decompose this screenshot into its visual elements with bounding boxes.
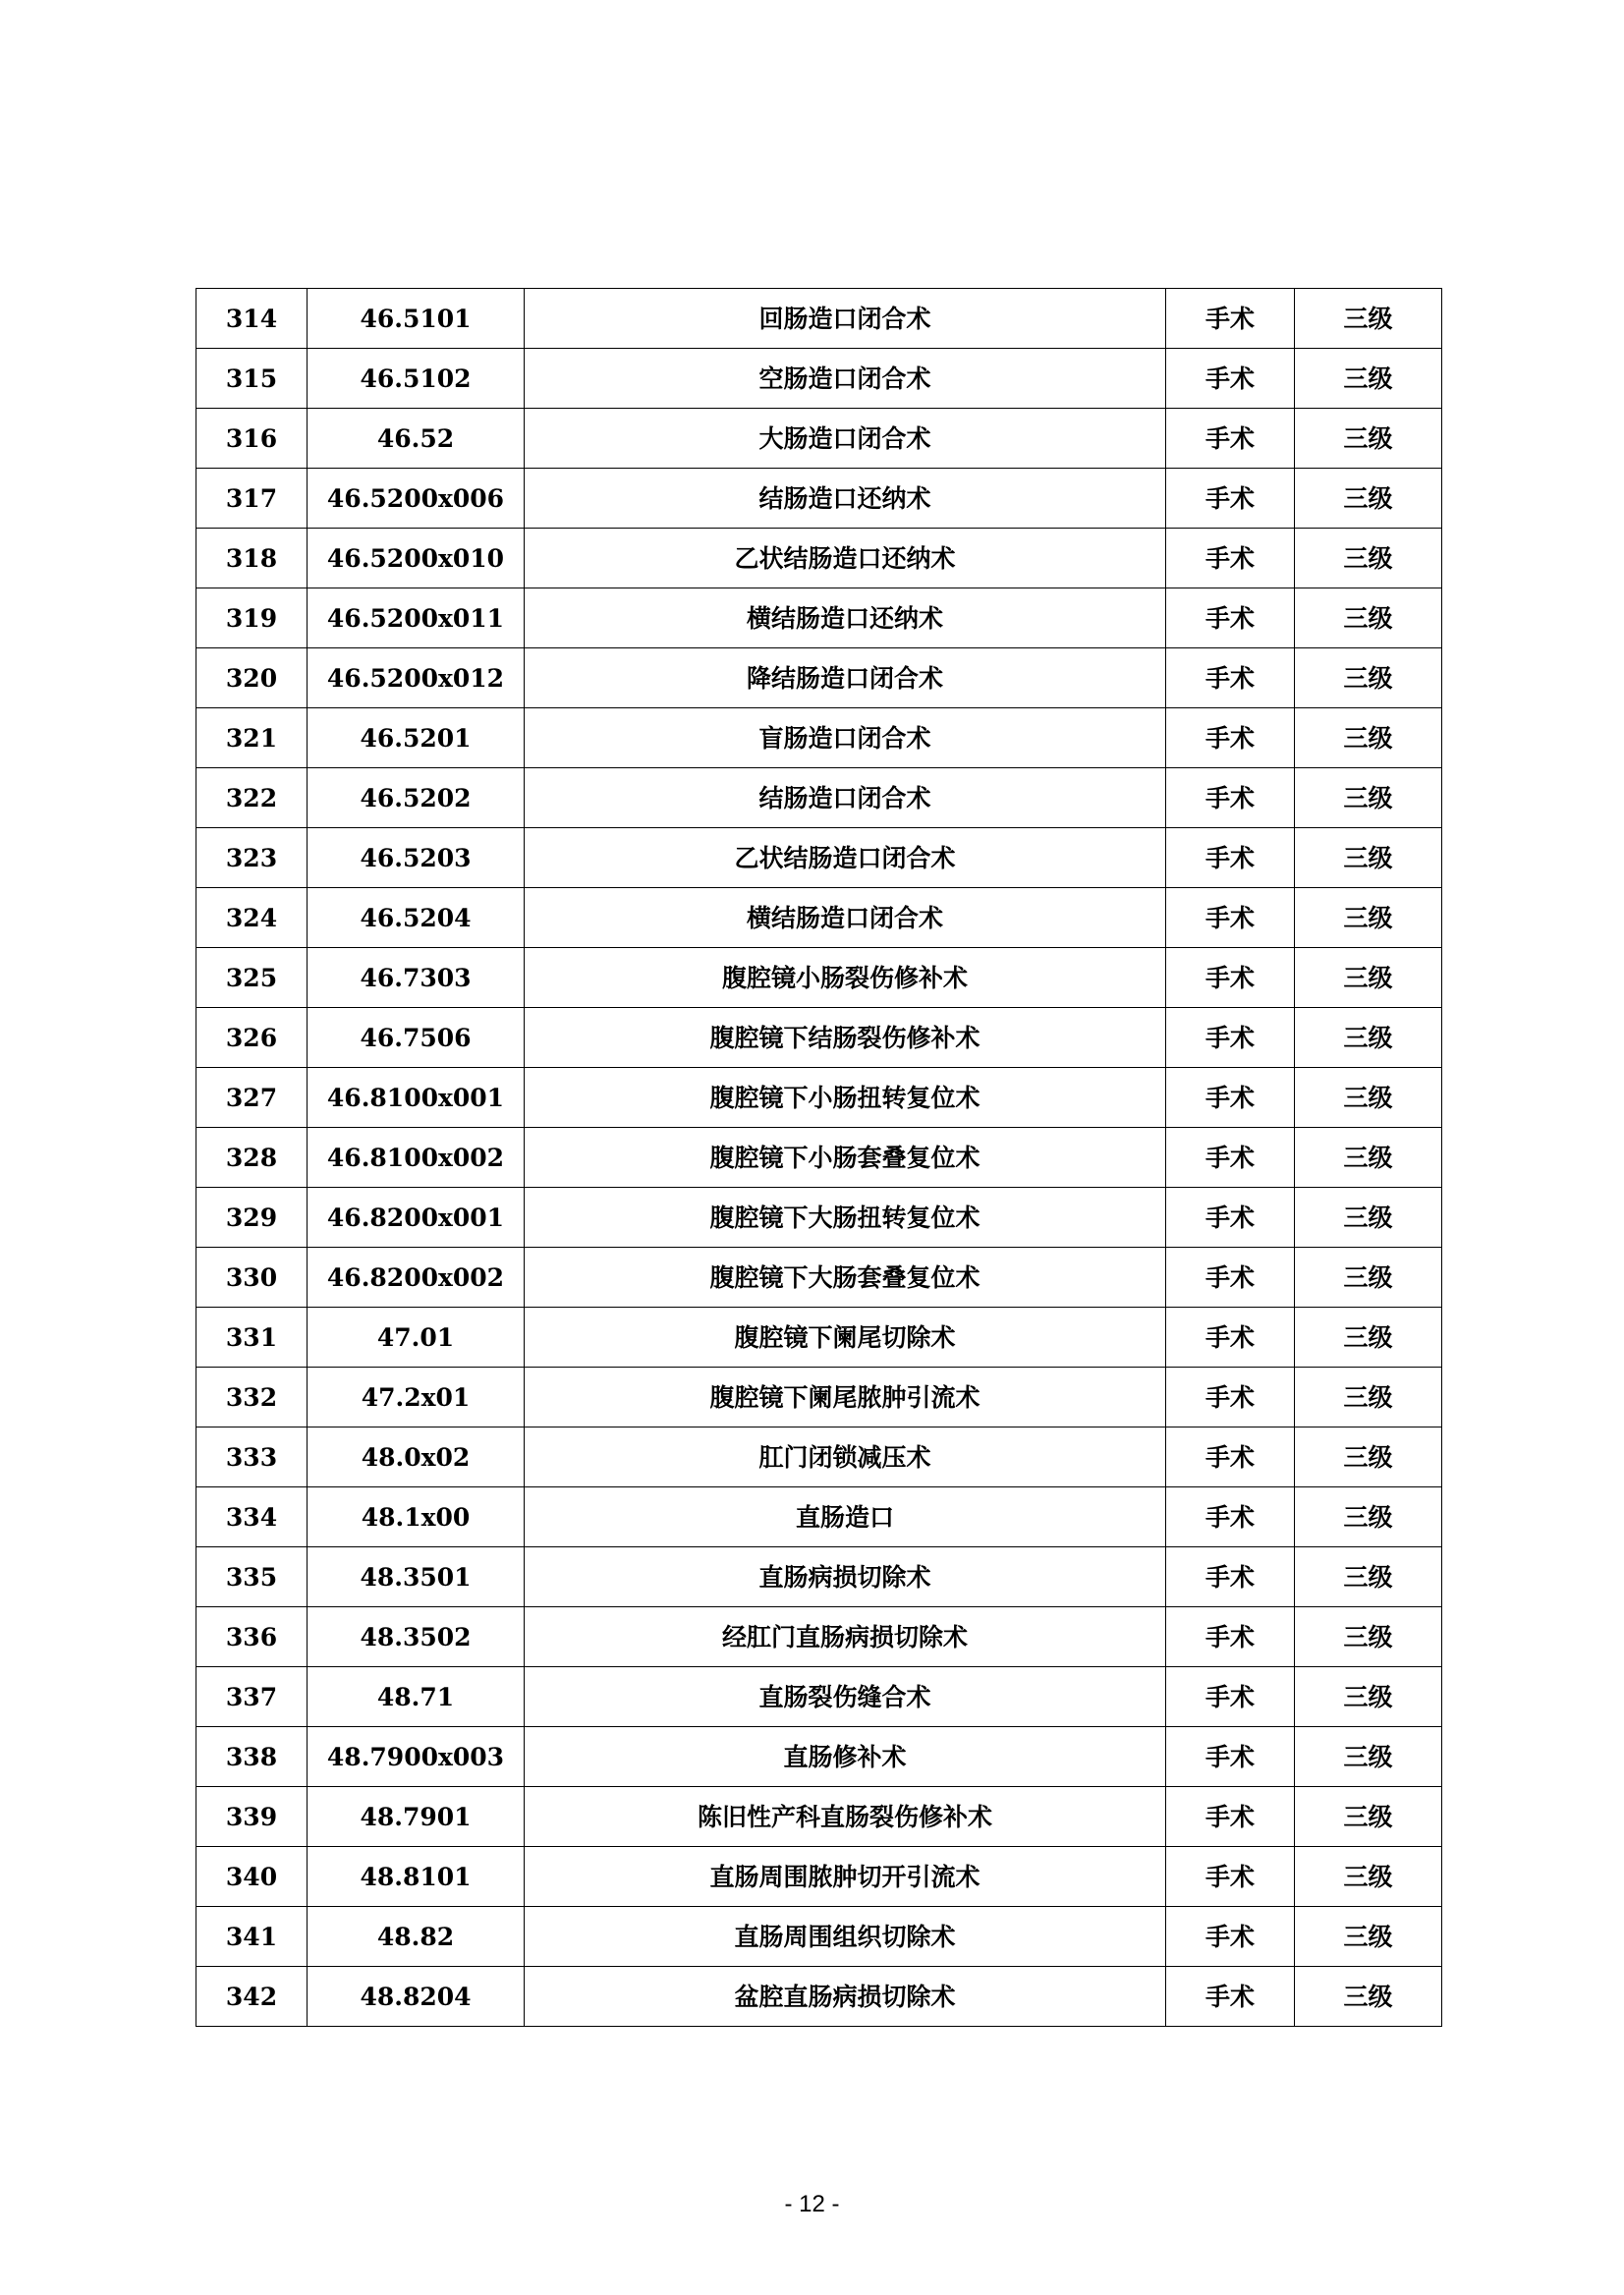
table-row xyxy=(196,1667,1442,1727)
table-row xyxy=(196,1368,1442,1427)
row-number-cell: 329 xyxy=(196,1188,308,1248)
procedure-type-cell: 手术 xyxy=(1166,1188,1295,1248)
procedure-name-cell: 腹腔镜下小肠扭转复位术 xyxy=(525,1068,1166,1128)
procedure-name-cell: 直肠周围组织切除术 xyxy=(525,1907,1166,1967)
procedure-code-cell: 46.5203 xyxy=(308,828,525,888)
procedure-code-cell: 46.5202 xyxy=(308,768,525,828)
table-row xyxy=(196,1248,1442,1308)
procedure-level-cell: 三级 xyxy=(1295,948,1442,1008)
procedure-code-cell: 46.7506 xyxy=(308,1008,525,1068)
row-number-cell: 334 xyxy=(196,1487,308,1547)
procedure-level-cell: 三级 xyxy=(1295,1547,1442,1607)
row-number-cell: 320 xyxy=(196,648,308,708)
row-number-cell: 314 xyxy=(196,289,308,349)
procedure-type-cell: 手术 xyxy=(1166,1368,1295,1427)
table-row xyxy=(196,1308,1442,1368)
table-row xyxy=(196,948,1442,1008)
procedure-type-cell: 手术 xyxy=(1166,529,1295,588)
procedure-name-cell: 直肠修补术 xyxy=(525,1727,1166,1787)
table-row xyxy=(196,349,1442,409)
procedure-level-cell: 三级 xyxy=(1295,588,1442,648)
procedure-type-cell: 手术 xyxy=(1166,648,1295,708)
procedure-code-cell: 48.82 xyxy=(308,1907,525,1967)
procedure-name-cell: 腹腔镜小肠裂伤修补术 xyxy=(525,948,1166,1008)
procedure-level-cell: 三级 xyxy=(1295,1667,1442,1727)
procedure-name-cell: 乙状结肠造口还纳术 xyxy=(525,529,1166,588)
table-row xyxy=(196,1847,1442,1907)
procedure-type-cell: 手术 xyxy=(1166,349,1295,409)
procedure-type-cell: 手术 xyxy=(1166,1308,1295,1368)
row-number-cell: 332 xyxy=(196,1368,308,1427)
procedure-name-cell: 直肠裂伤缝合术 xyxy=(525,1667,1166,1727)
procedure-level-cell: 三级 xyxy=(1295,529,1442,588)
row-number-cell: 323 xyxy=(196,828,308,888)
row-number-cell: 319 xyxy=(196,588,308,648)
procedure-level-cell: 三级 xyxy=(1295,1008,1442,1068)
procedure-code-cell: 46.7303 xyxy=(308,948,525,1008)
procedure-code-cell: 48.8204 xyxy=(308,1967,525,2027)
row-number-cell: 339 xyxy=(196,1787,308,1847)
procedure-code-cell: 48.71 xyxy=(308,1667,525,1727)
table-row xyxy=(196,1487,1442,1547)
procedure-name-cell: 腹腔镜下大肠套叠复位术 xyxy=(525,1248,1166,1308)
procedure-name-cell: 腹腔镜下小肠套叠复位术 xyxy=(525,1128,1166,1188)
procedure-level-cell: 三级 xyxy=(1295,1607,1442,1667)
procedure-code-cell: 46.8100x001 xyxy=(308,1068,525,1128)
procedure-level-cell: 三级 xyxy=(1295,289,1442,349)
row-number-cell: 326 xyxy=(196,1008,308,1068)
procedure-type-cell: 手术 xyxy=(1166,828,1295,888)
table-row xyxy=(196,1607,1442,1667)
table-row xyxy=(196,828,1442,888)
procedure-type-cell: 手术 xyxy=(1166,768,1295,828)
procedure-level-cell: 三级 xyxy=(1295,1248,1442,1308)
procedure-type-cell: 手术 xyxy=(1166,1008,1295,1068)
procedure-code-cell: 48.3502 xyxy=(308,1607,525,1667)
procedure-type-cell: 手术 xyxy=(1166,1128,1295,1188)
procedure-type-cell: 手术 xyxy=(1166,469,1295,529)
procedure-name-cell: 盲肠造口闭合术 xyxy=(525,708,1166,768)
procedure-type-cell: 手术 xyxy=(1166,1487,1295,1547)
procedure-code-cell: 48.7901 xyxy=(308,1787,525,1847)
procedure-code-cell: 46.5200x006 xyxy=(308,469,525,529)
procedure-code-cell: 46.5204 xyxy=(308,888,525,948)
row-number-cell: 317 xyxy=(196,469,308,529)
procedure-code-cell: 46.5102 xyxy=(308,349,525,409)
table-row xyxy=(196,1907,1442,1967)
row-number-cell: 328 xyxy=(196,1128,308,1188)
procedure-level-cell: 三级 xyxy=(1295,1847,1442,1907)
procedure-name-cell: 腹腔镜下大肠扭转复位术 xyxy=(525,1188,1166,1248)
row-number-cell: 338 xyxy=(196,1727,308,1787)
procedure-code-cell: 46.8200x001 xyxy=(308,1188,525,1248)
procedure-level-cell: 三级 xyxy=(1295,1427,1442,1487)
procedure-type-cell: 手术 xyxy=(1166,1607,1295,1667)
procedure-level-cell: 三级 xyxy=(1295,1188,1442,1248)
procedure-level-cell: 三级 xyxy=(1295,828,1442,888)
table-row xyxy=(196,768,1442,828)
row-number-cell: 324 xyxy=(196,888,308,948)
table-row xyxy=(196,1128,1442,1188)
procedure-name-cell: 腹腔镜下结肠裂伤修补术 xyxy=(525,1008,1166,1068)
procedure-type-cell: 手术 xyxy=(1166,588,1295,648)
procedure-code-cell: 48.1x00 xyxy=(308,1487,525,1547)
procedure-name-cell: 横结肠造口闭合术 xyxy=(525,888,1166,948)
row-number-cell: 342 xyxy=(196,1967,308,2027)
table-row xyxy=(196,1967,1442,2027)
procedure-type-cell: 手术 xyxy=(1166,289,1295,349)
procedure-type-cell: 手术 xyxy=(1166,1847,1295,1907)
procedure-level-cell: 三级 xyxy=(1295,349,1442,409)
table-row xyxy=(196,648,1442,708)
procedure-type-cell: 手术 xyxy=(1166,1727,1295,1787)
row-number-cell: 318 xyxy=(196,529,308,588)
table-row xyxy=(196,1068,1442,1128)
procedure-type-cell: 手术 xyxy=(1166,1907,1295,1967)
procedure-level-cell: 三级 xyxy=(1295,768,1442,828)
table-row xyxy=(196,1727,1442,1787)
procedure-name-cell: 直肠病损切除术 xyxy=(525,1547,1166,1607)
procedure-level-cell: 三级 xyxy=(1295,888,1442,948)
procedure-type-cell: 手术 xyxy=(1166,1248,1295,1308)
procedure-code-cell: 47.01 xyxy=(308,1308,525,1368)
procedure-level-cell: 三级 xyxy=(1295,469,1442,529)
procedure-type-cell: 手术 xyxy=(1166,1967,1295,2027)
procedure-level-cell: 三级 xyxy=(1295,409,1442,469)
table-row xyxy=(196,708,1442,768)
procedure-name-cell: 降结肠造口闭合术 xyxy=(525,648,1166,708)
procedure-name-cell: 陈旧性产科直肠裂伤修补术 xyxy=(525,1787,1166,1847)
procedure-level-cell: 三级 xyxy=(1295,1727,1442,1787)
procedure-level-cell: 三级 xyxy=(1295,1128,1442,1188)
procedure-name-cell: 结肠造口还纳术 xyxy=(525,469,1166,529)
row-number-cell: 341 xyxy=(196,1907,308,1967)
row-number-cell: 336 xyxy=(196,1607,308,1667)
procedure-code-cell: 46.5200x010 xyxy=(308,529,525,588)
table-row xyxy=(196,588,1442,648)
procedure-code-cell: 46.5101 xyxy=(308,289,525,349)
procedure-code-cell: 48.0x02 xyxy=(308,1427,525,1487)
procedure-code-cell: 46.5200x012 xyxy=(308,648,525,708)
row-number-cell: 325 xyxy=(196,948,308,1008)
procedure-type-cell: 手术 xyxy=(1166,409,1295,469)
procedure-code-cell: 47.2x01 xyxy=(308,1368,525,1427)
procedure-code-cell: 48.8101 xyxy=(308,1847,525,1907)
row-number-cell: 315 xyxy=(196,349,308,409)
procedure-level-cell: 三级 xyxy=(1295,1967,1442,2027)
procedure-code-cell: 46.5201 xyxy=(308,708,525,768)
procedure-code-cell: 48.7900x003 xyxy=(308,1727,525,1787)
procedure-code-cell: 46.52 xyxy=(308,409,525,469)
procedure-type-cell: 手术 xyxy=(1166,708,1295,768)
row-number-cell: 337 xyxy=(196,1667,308,1727)
row-number-cell: 322 xyxy=(196,768,308,828)
procedure-type-cell: 手术 xyxy=(1166,948,1295,1008)
procedure-name-cell: 腹腔镜下阑尾切除术 xyxy=(525,1308,1166,1368)
row-number-cell: 327 xyxy=(196,1068,308,1128)
procedure-type-cell: 手术 xyxy=(1166,1667,1295,1727)
procedure-level-cell: 三级 xyxy=(1295,1368,1442,1427)
procedure-level-cell: 三级 xyxy=(1295,708,1442,768)
procedure-code-cell: 46.8100x002 xyxy=(308,1128,525,1188)
procedure-name-cell: 直肠周围脓肿切开引流术 xyxy=(525,1847,1166,1907)
row-number-cell: 335 xyxy=(196,1547,308,1607)
procedure-name-cell: 回肠造口闭合术 xyxy=(525,289,1166,349)
procedure-name-cell: 横结肠造口还纳术 xyxy=(525,588,1166,648)
row-number-cell: 316 xyxy=(196,409,308,469)
procedure-type-cell: 手术 xyxy=(1166,1068,1295,1128)
procedure-code-cell: 46.5200x011 xyxy=(308,588,525,648)
table-row xyxy=(196,1188,1442,1248)
table-row xyxy=(196,1547,1442,1607)
procedure-level-cell: 三级 xyxy=(1295,1787,1442,1847)
procedure-level-cell: 三级 xyxy=(1295,1487,1442,1547)
procedure-code-cell: 46.8200x002 xyxy=(308,1248,525,1308)
procedure-type-cell: 手术 xyxy=(1166,1787,1295,1847)
procedure-type-cell: 手术 xyxy=(1166,1427,1295,1487)
table-row xyxy=(196,409,1442,469)
procedure-level-cell: 三级 xyxy=(1295,1308,1442,1368)
procedure-table-body xyxy=(196,289,1442,2027)
procedure-name-cell: 空肠造口闭合术 xyxy=(525,349,1166,409)
procedure-table xyxy=(196,288,1442,2027)
table-row xyxy=(196,469,1442,529)
procedure-level-cell: 三级 xyxy=(1295,1907,1442,1967)
procedure-type-cell: 手术 xyxy=(1166,888,1295,948)
procedure-name-cell: 大肠造口闭合术 xyxy=(525,409,1166,469)
row-number-cell: 333 xyxy=(196,1427,308,1487)
procedure-level-cell: 三级 xyxy=(1295,648,1442,708)
page-number: - 12 - xyxy=(784,2191,840,2217)
row-number-cell: 331 xyxy=(196,1308,308,1368)
table-row xyxy=(196,289,1442,349)
table-row xyxy=(196,1787,1442,1847)
procedure-name-cell: 乙状结肠造口闭合术 xyxy=(525,828,1166,888)
procedure-name-cell: 腹腔镜下阑尾脓肿引流术 xyxy=(525,1368,1166,1427)
procedure-type-cell: 手术 xyxy=(1166,1547,1295,1607)
procedure-name-cell: 盆腔直肠病损切除术 xyxy=(525,1967,1166,2027)
procedure-name-cell: 直肠造口 xyxy=(525,1487,1166,1547)
table-row xyxy=(196,888,1442,948)
row-number-cell: 321 xyxy=(196,708,308,768)
row-number-cell: 340 xyxy=(196,1847,308,1907)
procedure-name-cell: 肛门闭锁减压术 xyxy=(525,1427,1166,1487)
procedure-level-cell: 三级 xyxy=(1295,1068,1442,1128)
procedure-code-cell: 48.3501 xyxy=(308,1547,525,1607)
procedure-name-cell: 结肠造口闭合术 xyxy=(525,768,1166,828)
procedure-name-cell: 经肛门直肠病损切除术 xyxy=(525,1607,1166,1667)
table-row xyxy=(196,1427,1442,1487)
row-number-cell: 330 xyxy=(196,1248,308,1308)
table-row xyxy=(196,529,1442,588)
table-row xyxy=(196,1008,1442,1068)
